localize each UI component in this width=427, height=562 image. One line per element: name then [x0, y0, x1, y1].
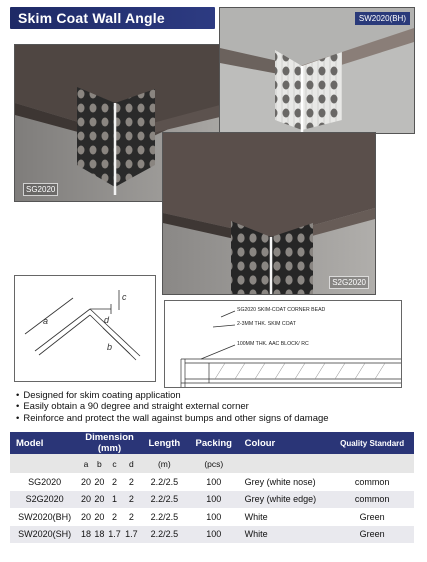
cell-a: 20: [79, 508, 92, 526]
subheader-blank: [330, 454, 414, 473]
cell-c: 2: [106, 508, 123, 526]
installation-detail: [164, 300, 402, 388]
detail-label-corner-bead: SG2020 SKIM-COAT CORNER BEAD: [237, 307, 326, 313]
cell-length: 2.2/2.5: [140, 473, 189, 491]
photo-label-s2g2020: S2G2020: [329, 276, 369, 289]
table-subheader-row: [10, 454, 414, 473]
profile-sketch: [15, 276, 155, 381]
cell-d: 2: [123, 473, 140, 491]
table-header-row: [10, 432, 414, 454]
cell-c: 1.7: [106, 526, 123, 544]
cell-a: 20: [79, 473, 92, 491]
cell-packing: 100: [189, 491, 239, 509]
subheader-length-unit: (m): [140, 454, 189, 473]
subheader-packing-unit: (pcs): [189, 454, 239, 473]
dimension-a-label: a: [43, 316, 49, 326]
cell-packing: 100: [189, 473, 239, 491]
cell-colour: Grey (white edge): [239, 491, 331, 509]
dimension-c-label: c: [122, 292, 127, 302]
subheader-blank: [239, 454, 331, 473]
spec-table: [10, 432, 414, 543]
subheader-c: c: [106, 454, 123, 473]
header-quality: Quality Standard: [330, 432, 414, 454]
cell-model: SW2020(SH): [10, 526, 79, 544]
header-colour: Colour: [239, 432, 331, 454]
cell-model: SG2020: [10, 473, 79, 491]
feature-item: • Designed for skim coating application: [16, 390, 416, 401]
cell-b: 20: [93, 508, 106, 526]
photo-sw2020bh: [219, 7, 415, 134]
cell-length: 2.2/2.5: [140, 526, 189, 544]
cell-packing: 100: [189, 526, 239, 544]
photo-label-sw2020bh: SW2020(BH): [355, 12, 410, 25]
header-packing: Packing: [189, 432, 239, 454]
cell-model: S2G2020: [10, 491, 79, 509]
cell-quality: Green: [330, 508, 414, 526]
cell-a: 18: [79, 526, 92, 544]
cell-colour: Grey (white nose): [239, 473, 331, 491]
feature-item: • Reinforce and protect the wall against bumps and other signs of damage: [16, 413, 416, 424]
wall-corner-illustration: [220, 8, 414, 133]
cell-d: 1.7: [123, 526, 140, 544]
cell-b: 20: [93, 491, 106, 509]
cell-length: 2.2/2.5: [140, 508, 189, 526]
subheader-blank: [10, 454, 79, 473]
cell-model: SW2020(BH): [10, 508, 79, 526]
cell-d: 2: [123, 491, 140, 509]
cell-colour: White: [239, 508, 331, 526]
table-row: [10, 473, 414, 491]
cell-c: 1: [106, 491, 123, 509]
cell-length: 2.2/2.5: [140, 491, 189, 509]
subheader-d: d: [123, 454, 140, 473]
cell-quality: Green: [330, 526, 414, 544]
feature-item: • Easily obtain a 90 degree and straight external corner: [16, 401, 416, 412]
title-banner: [10, 7, 215, 29]
photo-s2g2020: [162, 132, 376, 295]
cell-packing: 100: [189, 508, 239, 526]
table-row: [10, 491, 414, 509]
detail-label-block: 100MM THK. AAC BLOCK/ RC: [237, 341, 309, 347]
cell-colour: White: [239, 526, 331, 544]
header-model: Model: [10, 432, 79, 454]
header-dimension: Dimension (mm): [79, 432, 140, 454]
table-row: [10, 508, 414, 526]
cell-quality: common: [330, 473, 414, 491]
wall-corner-illustration: [163, 133, 375, 294]
dimension-d-label: d: [104, 315, 110, 325]
cell-b: 20: [93, 473, 106, 491]
subheader-a: a: [79, 454, 92, 473]
dimension-diagram: [14, 275, 156, 382]
header-length: Length: [140, 432, 189, 454]
cell-b: 18: [93, 526, 106, 544]
cell-a: 20: [79, 491, 92, 509]
feature-list: [16, 390, 416, 424]
photo-label-sg2020: SG2020: [23, 183, 58, 196]
cell-quality: common: [330, 491, 414, 509]
detail-label-skim-coat: 2-3MM THK. SKIM COAT: [237, 321, 296, 327]
cell-d: 2: [123, 508, 140, 526]
dimension-b-label: b: [107, 342, 113, 352]
table-row: [10, 526, 414, 544]
cell-c: 2: [106, 473, 123, 491]
page-title: Skim Coat Wall Angle: [18, 10, 165, 26]
subheader-b: b: [93, 454, 106, 473]
